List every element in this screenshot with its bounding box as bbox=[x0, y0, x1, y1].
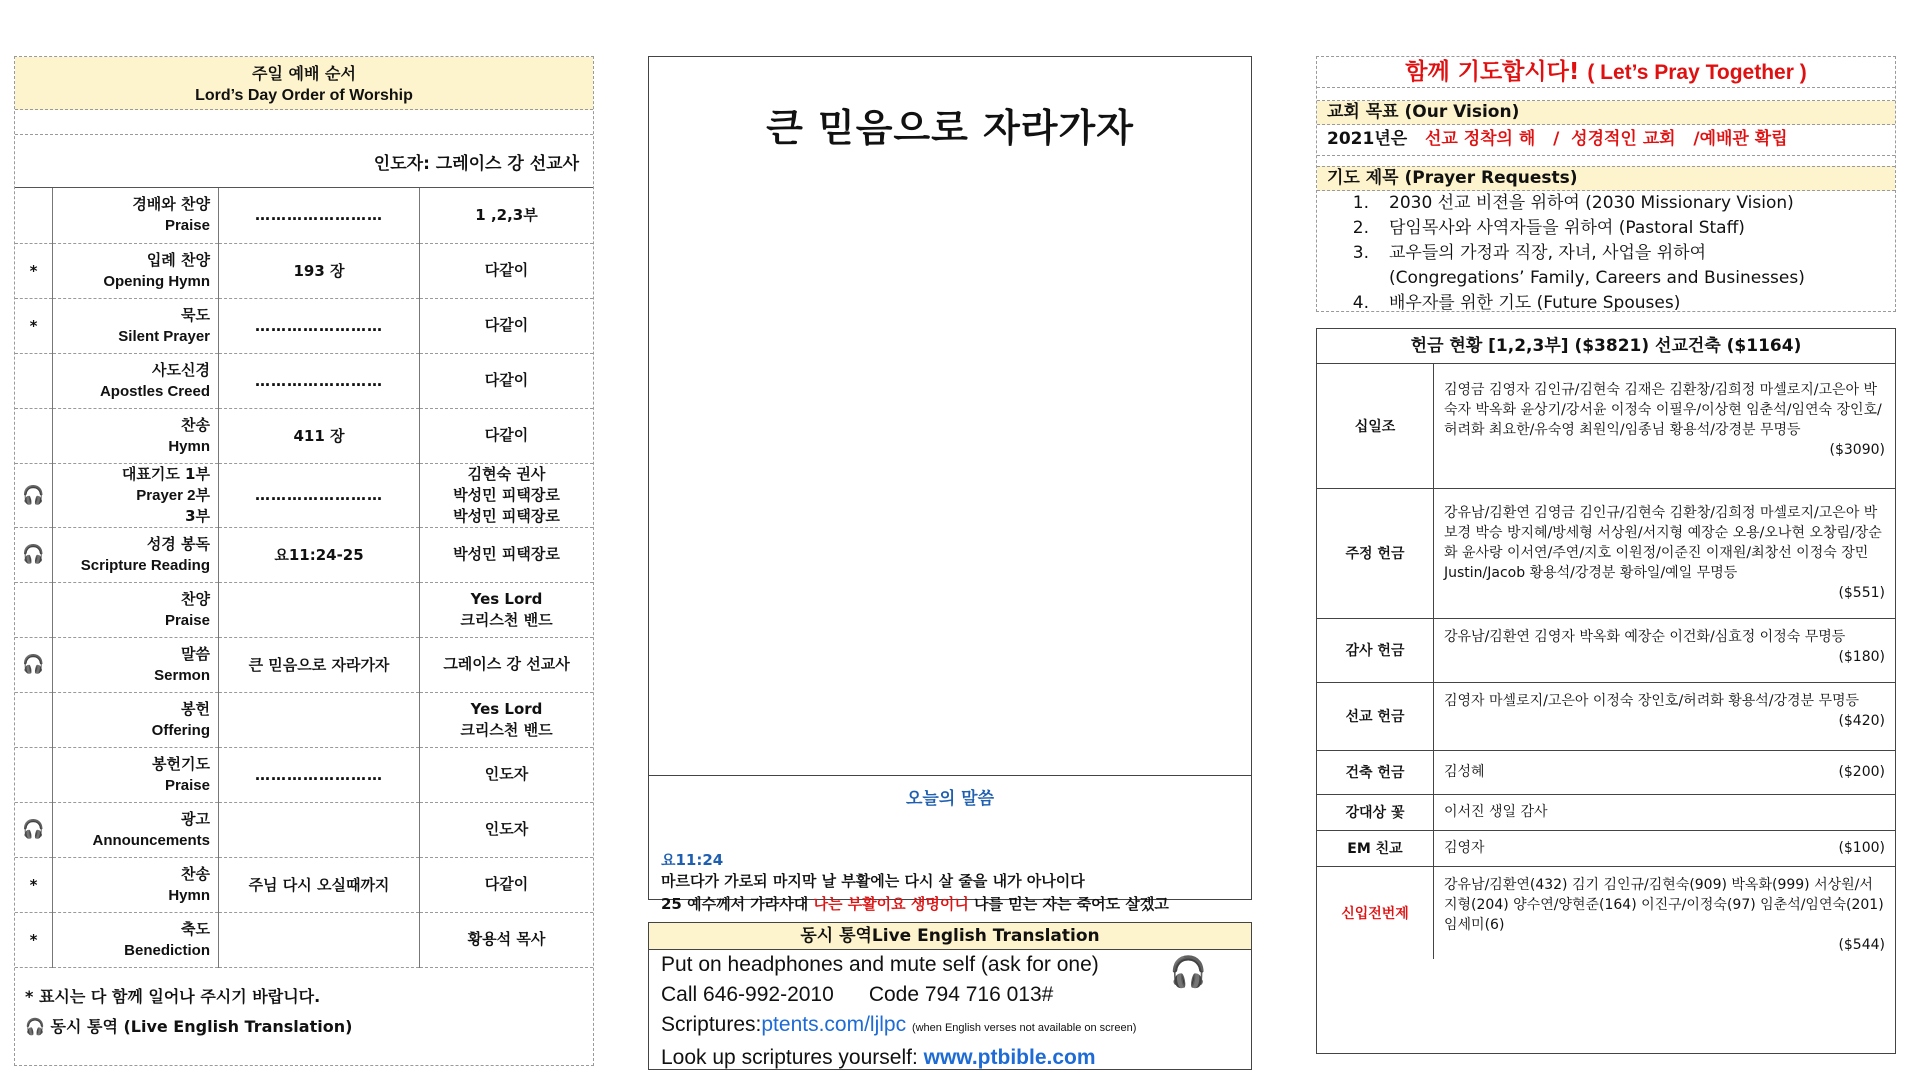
row-name: 묵도 Silent Prayer bbox=[53, 298, 219, 353]
row-icon-cell bbox=[15, 912, 53, 967]
headphones-icon: 🎧 bbox=[22, 544, 45, 565]
offering-amount: ($420) bbox=[1838, 712, 1885, 729]
offering-label: 건축 헌금 bbox=[1317, 750, 1434, 794]
row-detail: …………………… bbox=[219, 298, 420, 353]
prayer-title: 함께 기도합시다! ( Let’s Pray Together ) bbox=[1317, 57, 1895, 88]
row-leader: 인도자 bbox=[420, 747, 594, 802]
order-table bbox=[15, 188, 593, 968]
row-name: 입례 찬양 Opening Hymn bbox=[53, 243, 219, 298]
offering-names: 강유남/김환연(432) 김기 김인규/김현숙(909) 박옥화(999) 서상원/서지형(204) 양수연/양현준(164) 이진구/이정숙(97) 임춘석/임연숙(201) 임세미(6) ($544) bbox=[1444, 876, 1885, 953]
offering-names: 김영금 김영자 김인규/김현숙 김재은 김환창/김희정 마셀로지/고은아 박숙자 박옥화 윤상기/강서윤 이정숙 이필우/이상현 임춘석/임연숙 장인호/허려화 최요한/유숙영 최원익/임종님 황용석/강경분 무명등 ($3090) bbox=[1434, 364, 1896, 488]
row-detail bbox=[219, 802, 420, 857]
verse-line-1: 마르다가 가로되 마지막 날 부활에는 다시 살 줄을 내가 아나이다 bbox=[661, 872, 1085, 890]
row-detail: 411 장 bbox=[219, 408, 420, 463]
translation-line-3: Scriptures:ptents.com/ljlpc (when English verses not available on screen) bbox=[661, 1013, 1137, 1036]
order-title-en: Lord’s Day Order of Worship bbox=[195, 87, 413, 104]
row-icon-cell bbox=[15, 747, 53, 802]
headphones-icon: 🎧 bbox=[22, 819, 45, 840]
headphones-icon: 🎧 bbox=[1169, 955, 1207, 990]
spacer bbox=[1317, 88, 1895, 101]
order-row bbox=[15, 353, 593, 408]
order-row bbox=[15, 243, 593, 298]
row-leader: 다같이 bbox=[420, 243, 594, 298]
order-row bbox=[15, 408, 593, 463]
row-icon-cell bbox=[15, 637, 53, 692]
row-detail bbox=[219, 692, 420, 747]
order-of-worship-panel bbox=[14, 56, 594, 1066]
translation-line-1: Put on headphones and mute self (ask for one) bbox=[661, 953, 1099, 976]
todays-verse bbox=[649, 775, 1251, 913]
row-leader: 박성민 피택장로 bbox=[420, 527, 594, 582]
order-row bbox=[15, 463, 593, 527]
row-leader: 인도자 bbox=[420, 802, 594, 857]
translation-box bbox=[648, 922, 1252, 1070]
row-name: 봉헌기도 Praise bbox=[53, 747, 219, 802]
row-leader: Yes Lord 크리스천 밴드 bbox=[420, 692, 594, 747]
order-row bbox=[15, 802, 593, 857]
scriptures-link[interactable]: ptents.com/ljlpc bbox=[761, 1013, 907, 1036]
prayer-request-item: (Congregations’ Family, Careers and Businesses) bbox=[1389, 268, 1805, 288]
row-detail: 주님 다시 오실때까지 bbox=[219, 857, 420, 912]
star-icon: * bbox=[29, 316, 38, 335]
offering-row bbox=[1317, 618, 1895, 682]
order-title-ko: 주일 예배 순서 bbox=[252, 64, 356, 83]
offering-amount: ($3090) bbox=[1829, 442, 1885, 458]
offering-row bbox=[1317, 364, 1895, 488]
order-row bbox=[15, 582, 593, 637]
row-detail bbox=[219, 912, 420, 967]
sermon-title: 큰 믿음으로 자라가자 bbox=[766, 106, 1134, 150]
offering-label: 주정 헌금 bbox=[1317, 488, 1434, 618]
star-icon: * bbox=[29, 875, 38, 894]
row-icon-cell bbox=[15, 298, 53, 353]
vision-bar: 교회 목표 (Our Vision) bbox=[1317, 101, 1895, 125]
offering-label: 신입전번제 bbox=[1317, 866, 1434, 959]
prayer-request-item: 2. 담임목사와 사역자들을 위하여 (Pastoral Staff) bbox=[1352, 218, 1745, 238]
row-detail: …………………… bbox=[219, 188, 420, 243]
row-icon-cell bbox=[15, 582, 53, 637]
row-leader: 김현숙 권사 박성민 피택장로 박성민 피택장로 bbox=[420, 463, 594, 527]
row-name: 대표기도 1부 Prayer 2부 3부 bbox=[53, 463, 219, 527]
row-name: 찬송 Hymn bbox=[53, 408, 219, 463]
row-detail: 요11:24-25 bbox=[219, 527, 420, 582]
row-leader: 다같이 bbox=[420, 408, 594, 463]
offering-label: 강대상 꽃 bbox=[1317, 794, 1434, 830]
offering-names: 김영자 마셀로지/고은아 이정숙 장인호/허려화 황용석/강경분 무명등 ($420) bbox=[1434, 682, 1896, 750]
row-leader: 다같이 bbox=[420, 353, 594, 408]
row-leader: 다같이 bbox=[420, 857, 594, 912]
offering-amount: ($551) bbox=[1838, 584, 1885, 601]
offering-amount: ($100) bbox=[1838, 840, 1885, 856]
row-name: 축도 Benediction bbox=[53, 912, 219, 967]
translation-line-4: Look up scriptures yourself: www.ptbible.com bbox=[661, 1046, 1096, 1069]
star-icon: * bbox=[25, 987, 34, 1006]
headphones-icon: 🎧 bbox=[25, 1017, 45, 1036]
row-icon-cell bbox=[15, 463, 53, 527]
offering-label: 감사 헌금 bbox=[1317, 618, 1434, 682]
offering-amount: ($180) bbox=[1838, 648, 1885, 665]
verse-heading: 오늘의 말씀 bbox=[905, 789, 995, 809]
offering-names: 강유남/김환연 김영금 김인규/김현숙 김환창/김희정 마셀로지/고은아 박보경 박승 방지혜/방세형 서상원/서지형 예장순 오용/오나현 오창림/장순화 윤사랑 이서연/주연/지호 이원정/이준진 이재원/최창선 이정숙 장민 Justin/Jacob 황용석/강경분 황하일/예일 무명등 ($551) bbox=[1434, 488, 1896, 618]
order-row bbox=[15, 527, 593, 582]
sermon-panel bbox=[648, 56, 1252, 913]
offering-label: 선교 헌금 bbox=[1317, 682, 1434, 750]
row-detail: 193 장 bbox=[219, 243, 420, 298]
row-name: 봉헌 Offering bbox=[53, 692, 219, 747]
prayer-request-item: 1. 2030 선교 비젼을 위하여 (2030 Missionary Vision) bbox=[1352, 193, 1794, 213]
offering-row bbox=[1317, 830, 1895, 866]
offering-row bbox=[1317, 750, 1895, 794]
prayer-requests bbox=[1317, 191, 1895, 316]
order-row bbox=[15, 692, 593, 747]
translation-line-2: Call 646-992-2010 Code 794 716 013# bbox=[661, 983, 1054, 1006]
offering-row bbox=[1317, 488, 1895, 618]
translation-heading: 동시 통역Live English Translation bbox=[649, 923, 1251, 950]
vision-line: 2021년은 선교 정착의 해 / 성경적인 교회 /예배관 확립 bbox=[1317, 125, 1895, 156]
row-icon-cell bbox=[15, 188, 53, 243]
standing-note: * 표시는 다 함께 일어나 주시기 바랍니다. bbox=[25, 987, 321, 1006]
offering-names: 김영자 ($100) bbox=[1434, 830, 1896, 866]
order-row bbox=[15, 188, 593, 243]
row-detail: …………………… bbox=[219, 463, 420, 527]
prayer-panel bbox=[1316, 56, 1896, 312]
order-row bbox=[15, 912, 593, 967]
offering-names: 강유남/김환연 김영자 박옥화 예장순 이건화/심효정 이정숙 무명등 ($180) bbox=[1434, 618, 1896, 682]
translation-note: 🎧 동시 통역 (Live English Translation) bbox=[25, 1017, 353, 1036]
row-icon-cell bbox=[15, 692, 53, 747]
row-icon-cell bbox=[15, 802, 53, 857]
headphones-icon: 🎧 bbox=[22, 484, 45, 506]
row-name: 경배와 찬양 Praise bbox=[53, 188, 219, 243]
order-footnotes bbox=[25, 982, 352, 1042]
offering-names: 이서진 생일 감사 bbox=[1434, 794, 1896, 830]
row-leader: 황용석 목사 bbox=[420, 912, 594, 967]
row-icon-cell bbox=[15, 527, 53, 582]
order-row bbox=[15, 857, 593, 912]
star-icon: * bbox=[29, 261, 38, 280]
verse-reference: 요11:24 bbox=[661, 851, 724, 869]
row-icon-cell bbox=[15, 353, 53, 408]
spacer bbox=[1317, 156, 1895, 166]
offering-label: EM 친교 bbox=[1317, 830, 1434, 866]
prayer-request-item: 4. 배우자를 위한 기도 (Future Spouses) bbox=[1352, 293, 1681, 313]
row-leader: 다같이 bbox=[420, 298, 594, 353]
order-row bbox=[15, 637, 593, 692]
row-detail: 큰 믿음으로 자라가자 bbox=[219, 637, 420, 692]
spacer bbox=[15, 110, 593, 135]
row-detail bbox=[219, 582, 420, 637]
headphones-icon: 🎧 bbox=[22, 654, 45, 675]
requests-bar: 기도 제목 (Prayer Requests) bbox=[1317, 166, 1895, 191]
row-name: 말씀 Sermon bbox=[53, 637, 219, 692]
row-name: 성경 봉독 Scripture Reading bbox=[53, 527, 219, 582]
ptbible-link[interactable]: www.ptbible.com bbox=[923, 1046, 1096, 1069]
star-icon: * bbox=[29, 930, 38, 949]
offering-row bbox=[1317, 794, 1895, 830]
offering-amount: ($544) bbox=[1838, 936, 1885, 953]
row-detail: …………………… bbox=[219, 353, 420, 408]
row-name: 찬송 Hymn bbox=[53, 857, 219, 912]
verse-line-2: 25 예수께서 가라사대 나는 부활이요 생명이니 나를 믿는 자는 죽어도 살겠고 bbox=[661, 895, 1169, 913]
offering-heading: 헌금 현황 [1,2,3부] ($3821) 선교건축 ($1164) bbox=[1317, 329, 1895, 364]
offering-label: 십일조 bbox=[1317, 364, 1434, 488]
order-row bbox=[15, 298, 593, 353]
offering-amount: ($200) bbox=[1838, 764, 1885, 780]
offering-panel bbox=[1316, 328, 1896, 1054]
row-leader: Yes Lord 크리스천 밴드 bbox=[420, 582, 594, 637]
offering-table bbox=[1317, 364, 1895, 959]
row-name: 찬양 Praise bbox=[53, 582, 219, 637]
row-name: 광고 Announcements bbox=[53, 802, 219, 857]
row-leader: 그레이스 강 선교사 bbox=[420, 637, 594, 692]
leader-line: 인도자: 그레이스 강 선교사 bbox=[15, 135, 593, 188]
row-icon-cell bbox=[15, 857, 53, 912]
prayer-request-item: 3. 교우들의 가정과 직장, 자녀, 사업을 위하여 bbox=[1352, 243, 1707, 263]
order-row bbox=[15, 747, 593, 802]
row-leader: 1 ,2,3부 bbox=[420, 188, 594, 243]
offering-names: 김성혜 ($200) bbox=[1434, 750, 1896, 794]
offering-row bbox=[1317, 682, 1895, 750]
row-icon-cell bbox=[15, 408, 53, 463]
row-name: 사도신경 Apostles Creed bbox=[53, 353, 219, 408]
row-icon-cell bbox=[15, 243, 53, 298]
row-detail: …………………… bbox=[219, 747, 420, 802]
order-header bbox=[15, 57, 593, 110]
offering-row bbox=[1317, 866, 1895, 959]
